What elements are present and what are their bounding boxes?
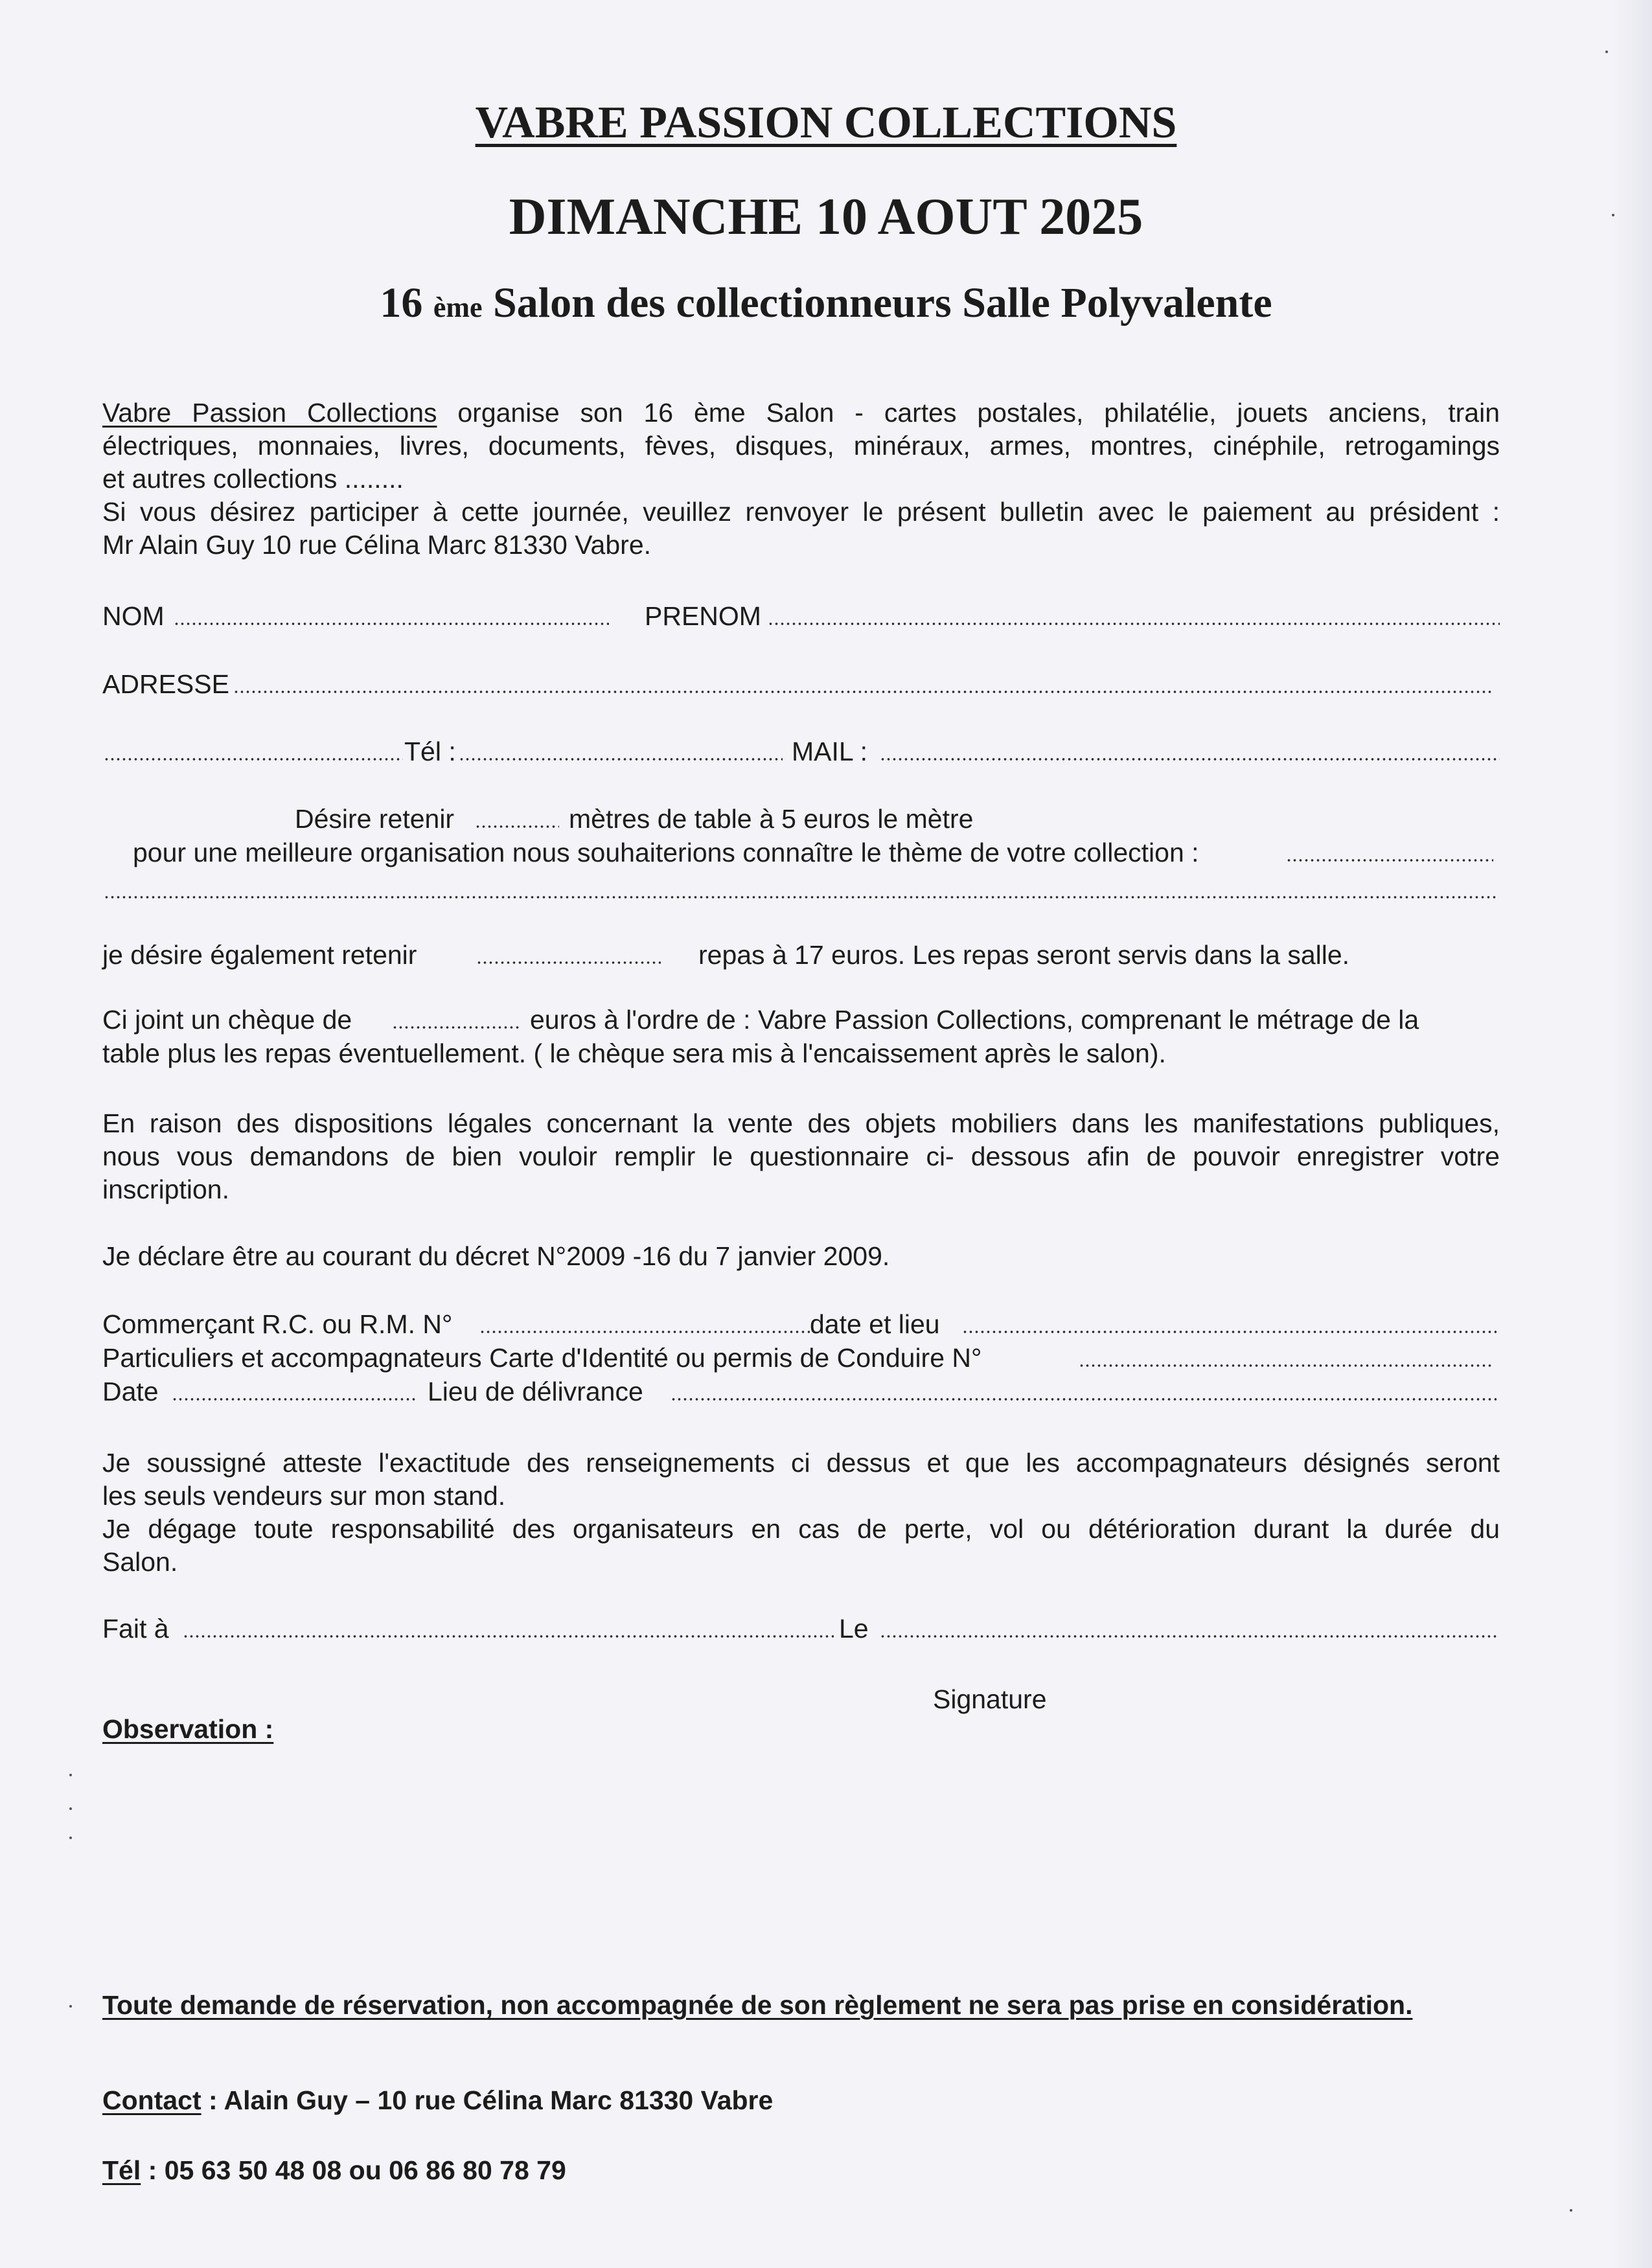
table-label-pre: Désire retenir (295, 804, 455, 834)
adresse-label: ADRESSE (102, 669, 229, 699)
event-date: DIMANCHE 10 AOUT 2025 (509, 189, 1143, 246)
attest-line-2: les seuls vendeurs sur mon stand. (102, 1481, 506, 1511)
scan-speck (1612, 214, 1614, 216)
repas-count-field[interactable] (476, 961, 661, 964)
intro-line-3: et autres collections ........ (102, 464, 404, 494)
cheque-amount-field[interactable] (392, 1026, 522, 1029)
lieu-field[interactable] (671, 1398, 1497, 1401)
scan-speck (69, 2005, 72, 2008)
observation-label: Observation : (102, 1714, 274, 1744)
lieu-label: Lieu de délivrance (428, 1377, 643, 1406)
cheque-line-2: table plus les repas éventuellement. ( le chèque sera mis à l'encaissement après le salon). (102, 1038, 1166, 1068)
organisation-name: Vabre Passion Collections (102, 398, 437, 428)
commercant-number-field[interactable] (479, 1331, 810, 1333)
legal-line-2: nous vous demandons de bien vouloir remplir le questionnaire ci- dessous afin de pouvoir enregistrer votre (102, 1141, 1500, 1171)
subtitle-number: 16 (380, 279, 423, 326)
event-subtitle (0, 279, 1652, 328)
contact-text: : Alain Guy – 10 rue Célina Marc 81330 Vabre (209, 2085, 774, 2115)
signature-label: Signature (933, 1684, 1047, 1714)
scan-speck (69, 1807, 72, 1810)
attest-line-4: Salon. (102, 1547, 178, 1577)
legal-paragraph (102, 1107, 1500, 1206)
prenom-label: PRENOM (645, 601, 761, 631)
contact-label: Contact (102, 2085, 201, 2115)
commercant-label: Commerçant R.C. ou R.M. N° (102, 1309, 453, 1339)
particuliers-label: Particuliers et accompagnateurs Carte d'Identité ou permis de Conduire N° (102, 1343, 982, 1373)
cheque-label-post: euros à l'ordre de : Vabre Passion Collections, comprenant le métrage de la (530, 1005, 1419, 1035)
nom-field[interactable] (174, 623, 609, 625)
adresse-line-2-field[interactable] (104, 758, 403, 761)
legal-line-1: En raison des dispositions légales concernant la vente des objets mobiliers dans les manifestations publiques, (102, 1108, 1500, 1138)
id-number-field[interactable] (1079, 1364, 1493, 1367)
phone-label: Tél (102, 2155, 141, 2185)
attest-line-1: Je soussigné atteste l'exactitude des renseignements ci dessus et que les accompagnateurs désignés seront (102, 1448, 1500, 1478)
phone-text: : 05 63 50 48 08 ou 06 86 80 78 79 (148, 2155, 566, 2185)
date-label: Date (102, 1377, 159, 1406)
attest-line-3: Je dégage toute responsabilité des organisateurs en cas de perte, vol ou détérioration durant la durée du (102, 1514, 1500, 1544)
contact-line (102, 2083, 773, 2118)
reservation-notice: Toute demande de réservation, non accompagnée de son règlement ne sera pas prise en considération. (102, 1990, 1413, 2020)
page-title: VABRE PASSION COLLECTIONS (475, 98, 1177, 148)
attestation-paragraph (102, 1447, 1500, 1579)
page-edge-shadow (1613, 0, 1652, 2268)
date-lieu-field[interactable] (962, 1331, 1497, 1333)
decret-statement: Je déclare être au courant du décret N°2009 -16 du 7 janvier 2009. (102, 1241, 890, 1271)
tel-label: Tél : (404, 737, 456, 766)
fait-a-field[interactable] (183, 1635, 834, 1638)
intro-line-2: électriques, monnaies, livres, documents, fèves, disques, minéraux, armes, montres, cinéphile, retrogamings (102, 431, 1500, 461)
tel-field[interactable] (459, 758, 783, 761)
prenom-field[interactable] (768, 623, 1500, 625)
le-date-field[interactable] (880, 1635, 1498, 1638)
intro-line-1-rest: organise son 16 ème Salon - cartes postales, philatélie, jouets anciens, train (457, 398, 1500, 428)
subtitle-superscript: ème (433, 292, 483, 323)
adresse-field[interactable] (233, 691, 1493, 693)
intro-paragraph (102, 396, 1500, 562)
scan-speck (69, 1837, 72, 1839)
cheque-label-pre: Ci joint un chèque de (102, 1005, 352, 1035)
scan-speck (1570, 2209, 1572, 2212)
date-lieu-label: date et lieu (810, 1309, 940, 1339)
theme-field-line-2[interactable] (104, 896, 1497, 899)
subtitle-text: Salon des collectionneurs Salle Polyvalente (493, 279, 1272, 326)
scan-speck (69, 1774, 72, 1776)
table-meters-field[interactable] (475, 825, 559, 828)
intro-line-4: Si vous désirez participer à cette journée, veuillez renvoyer le présent bulletin avec le paiement au président : (102, 497, 1500, 527)
le-label: Le (839, 1614, 869, 1644)
date-field[interactable] (172, 1398, 418, 1401)
repas-label-pre: je désire également retenir (102, 940, 417, 970)
theme-field[interactable] (1286, 859, 1493, 862)
mail-field[interactable] (880, 758, 1500, 761)
mail-label: MAIL : (792, 737, 867, 766)
theme-label: pour une meilleure organisation nous souhaiterions connaître le thème de votre collection : (133, 838, 1199, 867)
fait-a-label: Fait à (102, 1614, 169, 1644)
scan-speck (1605, 51, 1608, 53)
repas-label-post: repas à 17 euros. Les repas seront servis dans la salle. (698, 940, 1350, 970)
intro-line-1 (102, 396, 1500, 430)
table-label-post: mètres de table à 5 euros le mètre (569, 804, 974, 834)
intro-line-5: Mr Alain Guy 10 rue Célina Marc 81330 Vabre. (102, 530, 652, 560)
legal-line-3: inscription. (102, 1174, 229, 1204)
phone-line (102, 2153, 566, 2188)
nom-label: NOM (102, 601, 165, 631)
